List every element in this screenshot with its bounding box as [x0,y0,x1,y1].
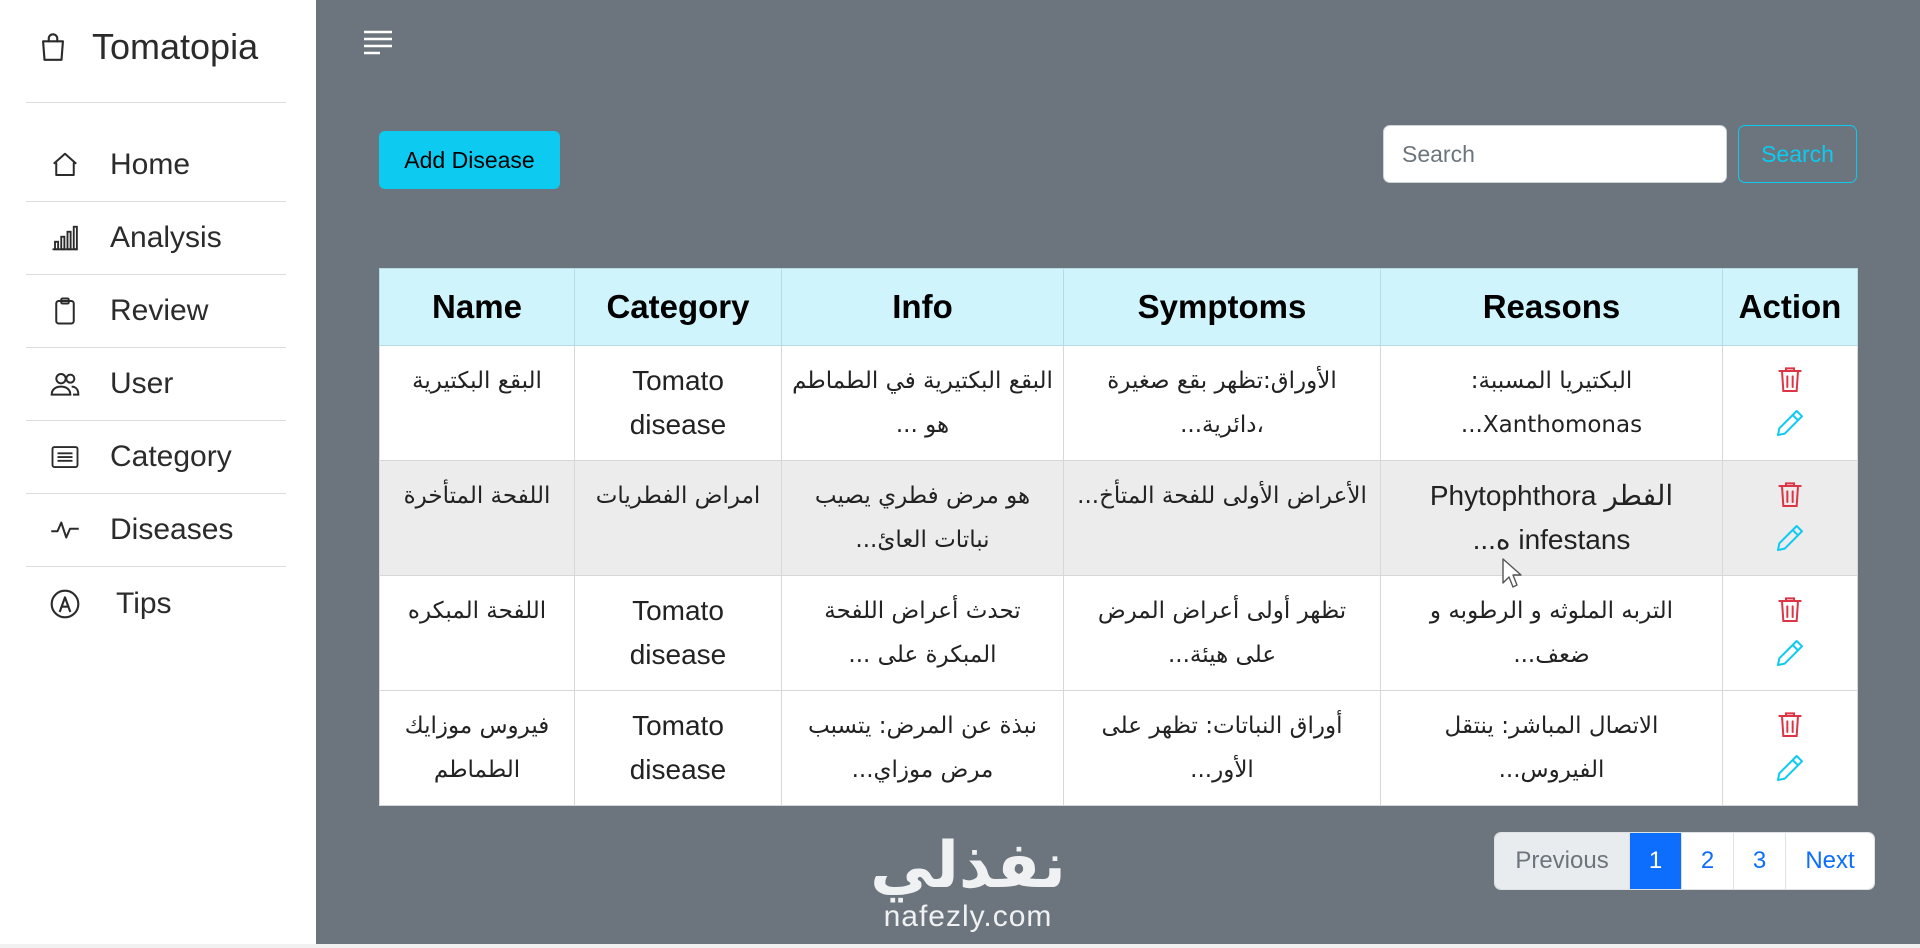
disease-symptoms: الأوراق:تظهر بقع صغيرة ،دائرية... [1107,368,1337,438]
disease-name: فيروس موزايك الطماطم [404,713,550,783]
sidebar-item-label: Home [110,148,191,181]
cell-symptoms [1064,346,1381,461]
pagination [1494,832,1875,890]
pagination-previous[interactable]: Previous [1495,833,1630,889]
cell-symptoms [1064,576,1381,691]
table-header-row [380,269,1858,346]
disease-reasons: الاتصال المباشر: ينتقل الفيروس... [1444,713,1659,783]
disease-info: نبذة عن المرض: يتسبب مرض موزاي... [808,713,1037,783]
pagination-page-1[interactable]: 1 [1630,833,1682,889]
activity-icon [48,513,82,547]
sidebar-item-tips[interactable] [26,567,286,640]
sidebar-item-label: User [110,367,174,400]
table-row [380,346,1858,461]
cell-info [782,346,1064,461]
cell-symptoms [1064,691,1381,806]
shopping-bag-icon [36,30,70,64]
cell-category [575,346,782,461]
sidebar [0,0,316,944]
disease-symptoms: تظهر أولى أعراض المرض على هيئة... [1097,598,1347,668]
disease-category: Tomato disease [629,365,727,440]
disease-symptoms: الأعراض الأولى للفحة المتأخ... [1077,483,1367,509]
cell-info [782,576,1064,691]
disease-category: Tomato disease [629,595,727,670]
sidebar-item-diseases[interactable] [26,494,286,567]
sidebar-item-label: Diseases [110,513,234,546]
disease-reasons: التربه الملوثه و الرطوبه و ضعف... [1429,598,1674,668]
list-icon [48,440,82,474]
disease-category: Tomato disease [629,710,727,785]
disease-reasons: الفطر Phytophthora infestans ه... [1429,480,1674,555]
sidebar-item-home[interactable] [26,129,286,202]
cell-name [380,346,575,461]
trash-icon[interactable] [1774,708,1806,740]
cell-category [575,691,782,806]
cell-action [1723,691,1858,806]
cell-category [575,461,782,576]
pagination-page-2[interactable]: 2 [1682,833,1734,889]
cell-reasons [1381,346,1723,461]
pagination-next[interactable]: Next [1786,833,1874,889]
brand-title: Tomatopia [92,26,259,67]
disease-info: هو مرض فطري يصيب نباتات العائ... [814,483,1031,553]
watermark-logo [848,829,1088,934]
disease-name: اللفحة المبكره [407,598,547,624]
column-header-reasons: Reasons [1381,269,1723,346]
column-header-action: Action [1723,269,1858,346]
cell-reasons [1381,461,1723,576]
cell-reasons [1381,576,1723,691]
cell-action [1723,346,1858,461]
cell-name [380,691,575,806]
trash-icon[interactable] [1774,593,1806,625]
watermark-latin: nafezly.com [883,900,1053,933]
cell-reasons [1381,691,1723,806]
home-icon [48,148,82,182]
pencil-icon[interactable] [1774,407,1806,439]
cell-symptoms [1064,461,1381,576]
pencil-icon[interactable] [1774,637,1806,669]
menu-icon[interactable] [362,28,394,58]
watermark-arabic: نفذلي [870,829,1066,903]
mouse-cursor-icon [1501,557,1525,591]
column-header-symptoms: Symptoms [1064,269,1381,346]
trash-icon[interactable] [1774,363,1806,395]
table-row [380,461,1858,576]
cell-category [575,576,782,691]
sidebar-item-label: Tips [116,586,172,620]
trash-icon[interactable] [1774,478,1806,510]
disease-reasons: البكتيريا المسببة: Xanthomonas... [1460,368,1643,438]
search-button[interactable]: Search [1738,125,1857,183]
sidebar-item-label: Category [110,440,232,473]
column-header-category: Category [575,269,782,346]
diseases-table [379,268,1858,806]
sidebar-item-label: Analysis [110,221,222,254]
disease-symptoms: أوراق النباتات: تظهر على الأور... [1101,713,1343,783]
sidebar-item-analysis[interactable] [26,202,286,275]
table-row [380,576,1858,691]
column-header-info: Info [782,269,1064,346]
pencil-icon[interactable] [1774,752,1806,784]
disease-info: البقع البكتيرية في الطماطم هو ... [792,368,1053,438]
cell-action [1723,576,1858,691]
search-input[interactable] [1383,125,1727,183]
bar-chart-icon [48,221,82,255]
sidebar-item-category[interactable] [26,421,286,494]
disease-name: البقع البكتيرية [412,368,542,394]
cell-info [782,461,1064,576]
cell-action [1723,461,1858,576]
table-row [380,691,1858,806]
cell-name [380,461,575,576]
add-disease-button[interactable]: Add Disease [379,131,560,189]
clipboard-icon [48,294,82,328]
bottom-strip [0,944,1920,948]
column-header-name: Name [380,269,575,346]
disease-category: امراض الفطريات [595,483,761,509]
cell-name [380,576,575,691]
pencil-icon[interactable] [1774,522,1806,554]
sidebar-item-label: Review [110,294,209,327]
cell-info [782,691,1064,806]
sidebar-item-user[interactable] [26,348,286,421]
brand-divider [26,102,286,103]
main-content [316,0,1920,944]
brand[interactable] [36,26,258,68]
pagination-page-3[interactable]: 3 [1734,833,1786,889]
sidebar-item-review[interactable] [26,275,286,348]
disease-info: تحدث أعراض اللفحة المبكرة على ... [824,598,1021,668]
users-icon [48,367,82,401]
disease-name: اللفحة المتأخرة [403,483,551,509]
compass-icon [48,587,82,621]
sidebar-nav [26,129,286,640]
